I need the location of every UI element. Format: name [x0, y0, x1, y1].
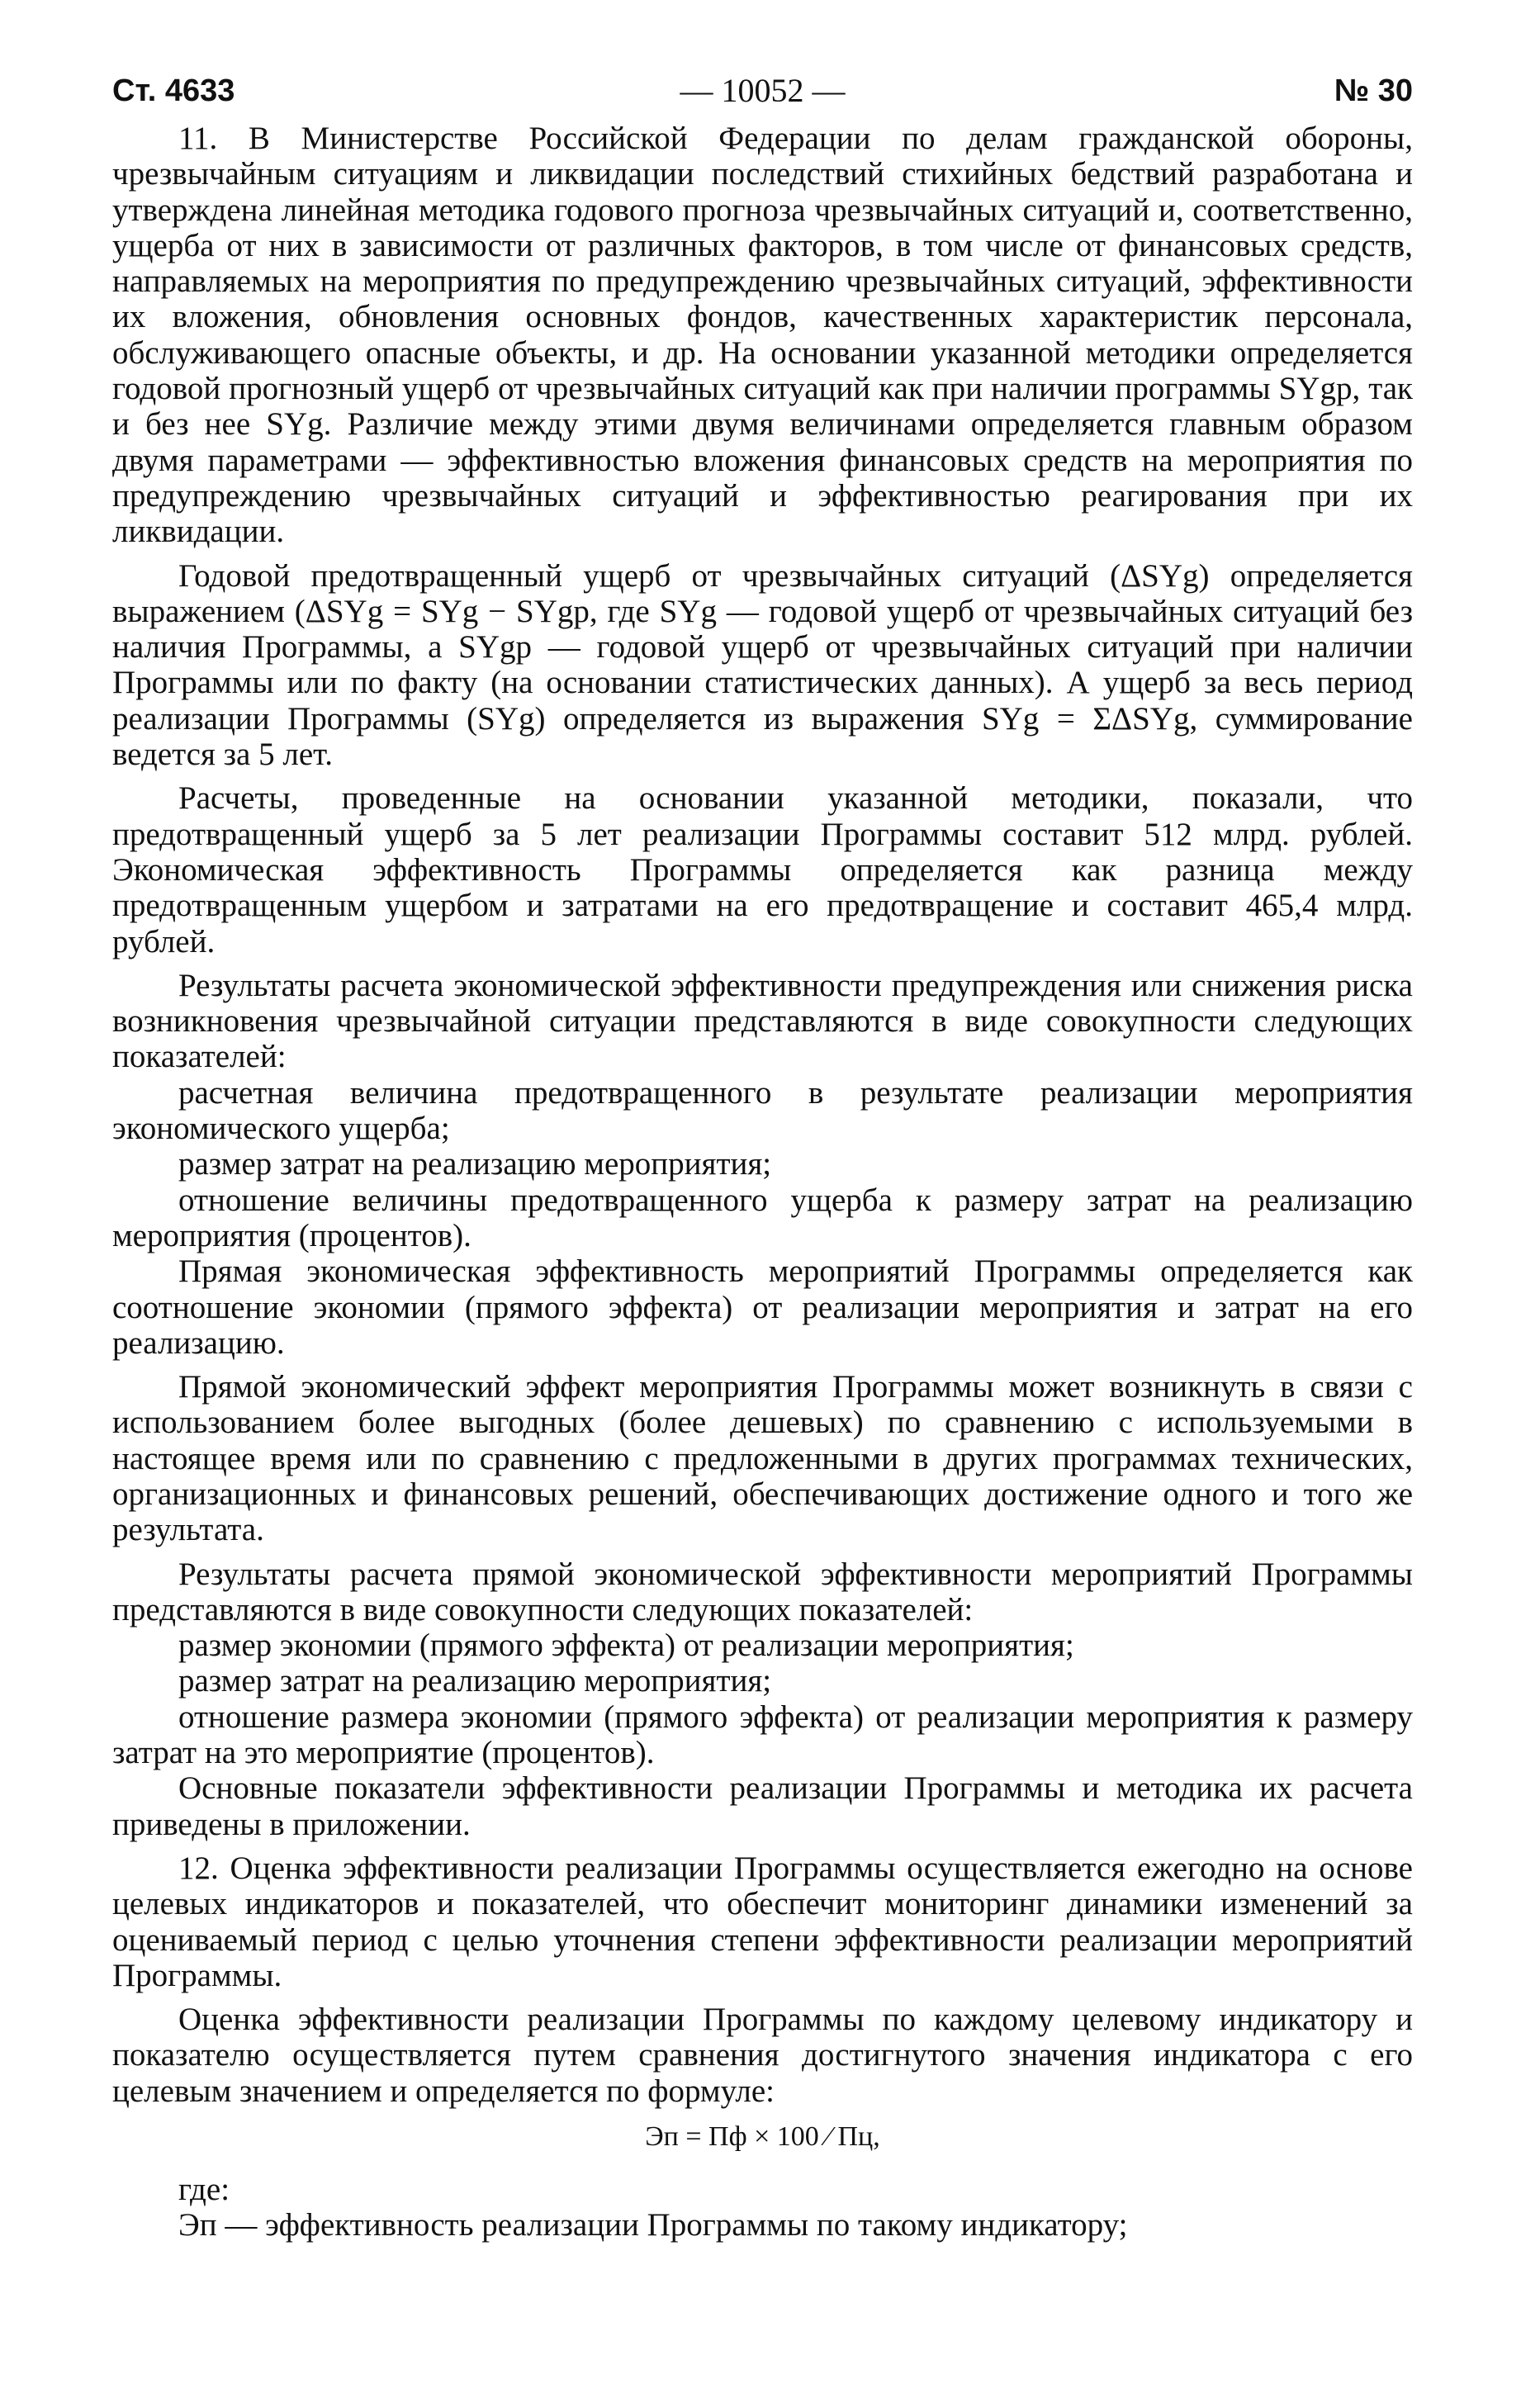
page-header	[112, 66, 1413, 116]
issue-number: № 30	[1334, 73, 1413, 108]
formula: Эп = Пф × 100 ⁄ Пц,	[645, 2121, 880, 2153]
paragraph: Результаты расчета прямой экономической эффективности мероприятий Программы представляются в виде совокупности следующих показателей:	[112, 1556, 1413, 1628]
list-item: размер затрат на реализацию мероприятия;	[178, 1146, 772, 1182]
paragraph: 11. В Министерстве Российской Федерации по делам гражданской обороны, чрезвычайным ситуациям и ликвидации последствий стихийных бедствий разработана и утверждена линейная методика годового прогноза чрезвычайных ситуаций и, соответственно, ущерба от них в зависимости от различных факторов, в том числе от финансовых средств, направляемых на мероприятия по предупреждению чрезвычайных ситуаций, эффективности их вложения, обновления основных фондов, качественных характеристик персонала, обслуживающего опасные объекты, и др. На основании указанной методики определяется годовой прогнозный ущерб от чрезвычайных ситуаций как при наличии программы SYgp, так и без нее SYg. Различие между этими двумя величинами определяется главным образом двумя параметрами — эффективностью вложения финансовых средств на мероприятия по предупреждению чрезвычайных ситуаций и эффективностью реагирования при их ликвидации.	[112, 121, 1413, 550]
paragraph: Результаты расчета экономической эффективности предупреждения или снижения риска возникновения чрезвычайной ситуации представляются в виде совокупности следующих показателей:	[112, 967, 1413, 1075]
paragraph: Прямая экономическая эффективность мероприятий Программы определяется как соотношение экономии (прямого эффекта) от реализации мероприятия и затрат на его реализацию.	[112, 1253, 1413, 1361]
paragraph: Расчеты, проведенные на основании указанной методики, показали, что предотвращенный ущерб за 5 лет реализации Программы составит 512 млрд. рублей. Экономическая эффективность Программы определяется как разница между предотвращенным ущербом и затратами на его предотвращение и составит 465,4 млрд. рублей.	[112, 780, 1413, 959]
list-item: размер затрат на реализацию мероприятия;	[178, 1663, 772, 1699]
list-item: расчетная величина предотвращенного в результате реализации мероприятия экономического ущерба;	[112, 1074, 1413, 1147]
paragraph: Основные показатели эффективности реализации Программы и методика их расчета приведены в приложении.	[112, 1770, 1413, 1842]
paragraph: Оценка эффективности реализации Программы по каждому целевому индикатору и показателю осуществляется путем сравнения достигнутого значения индикатора с его целевым значением и определяется по формуле:	[112, 2002, 1413, 2109]
list-item: отношение величины предотвращенного ущерба к размеру затрат на реализацию мероприятия (процентов).	[112, 1182, 1413, 1253]
document-body	[112, 121, 1413, 2243]
paragraph: 12. Оценка эффективности реализации Программы осуществляется ежегодно на основе целевых индикаторов и показателей, что обеспечит мониторинг динамики изменений за оцениваемый период с целью уточнения степени эффективности реализации мероприятий Программы.	[112, 1850, 1413, 1993]
paragraph: Годовой предотвращенный ущерб от чрезвычайных ситуаций (ΔSYg) определяется выражением (ΔSYg = SYg − SYgp, где SYg — годовой ущерб от чрезвычайных ситуаций без наличия Программы, а SYgp — годовой ущерб от чрезвычайных ситуаций при наличии Программы или по факту (на основании статистических данных). А ущерб за весь период реализации Программы (SYg) определяется из выражения SYg = ΣΔSYg, суммирование ведется за 5 лет.	[112, 557, 1413, 773]
definition-line: Эп — эффективность реализации Программы по такому индикатору;	[178, 2207, 1128, 2243]
where-label: где:	[178, 2172, 230, 2208]
list-item: отношение размера экономии (прямого эффекта) от реализации мероприятия к размеру затрат на это мероприятие (процентов).	[112, 1699, 1413, 1771]
article-number: Ст. 4633	[112, 73, 235, 108]
document-page	[112, 66, 1413, 2243]
page-number: — 10052 —	[680, 72, 846, 109]
list-item: размер экономии (прямого эффекта) от реализации мероприятия;	[178, 1628, 1074, 1664]
paragraph: Прямой экономический эффект мероприятия Программы может возникнуть в связи с использованием более выгодных (более дешевых) по сравнению с используемыми в настоящее время или по сравнению с предложенными в других программах технических, организационных и финансовых решений, обеспечивающих достижение одного и того же результата.	[112, 1369, 1413, 1548]
